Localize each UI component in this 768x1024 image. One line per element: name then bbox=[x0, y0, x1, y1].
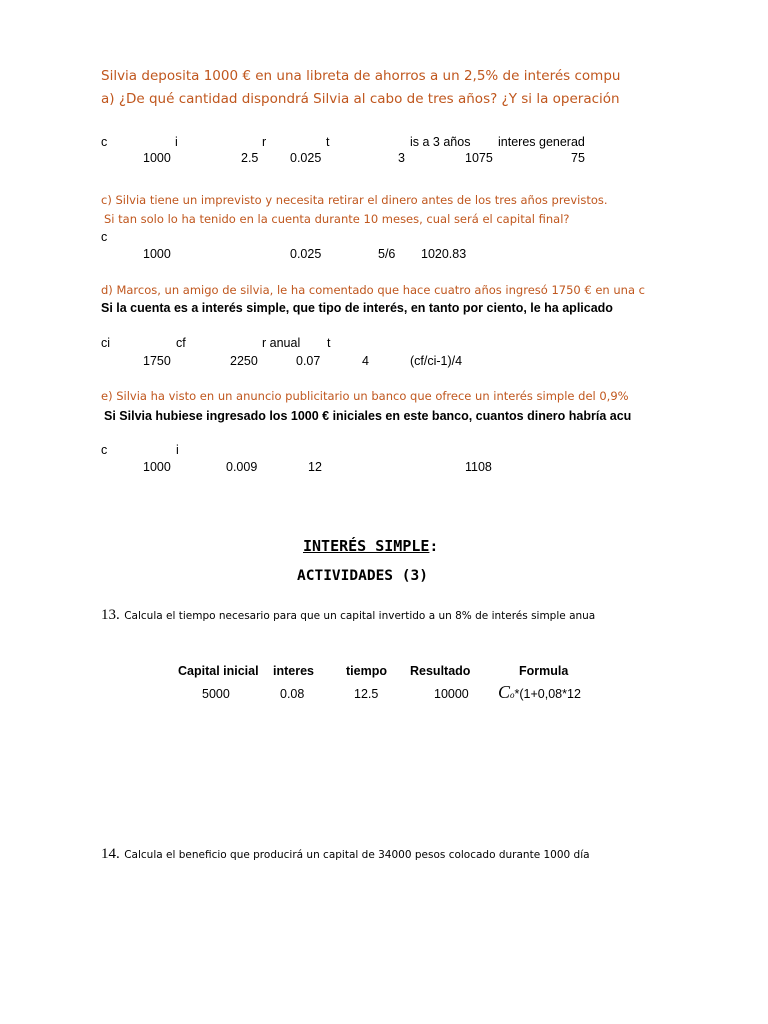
header-i: i bbox=[176, 443, 179, 457]
value-c: 1000 bbox=[143, 247, 171, 261]
header-capital-inicial: Capital inicial bbox=[178, 664, 259, 678]
question-e-line: e) Silvia ha visto en un anuncio publicitario un banco que ofrece un interés simple del 0,9% bbox=[101, 389, 629, 403]
header-i: i bbox=[175, 135, 178, 149]
value-interes: 75 bbox=[571, 151, 585, 165]
problem-intro-line: Silvia deposita 1000 € en una libreta de ahorros a un 2,5% de interés compu bbox=[101, 68, 621, 84]
value-r-anual: 0.07 bbox=[296, 354, 321, 368]
value-capital-inicial: 5000 bbox=[202, 687, 230, 701]
section-title-text: INTERÉS SIMPLE bbox=[303, 537, 430, 555]
header-c: c bbox=[101, 135, 108, 149]
value-is: 1075 bbox=[465, 151, 493, 165]
question-13-text: Calcula el tiempo necesario para que un capital invertido a un 8% de interés simple anua bbox=[124, 610, 596, 622]
value-cf: 2250 bbox=[230, 354, 258, 368]
value-t: 12 bbox=[308, 460, 322, 474]
value-capital-final: 1020.83 bbox=[421, 247, 467, 261]
section-title-colon: : bbox=[429, 539, 439, 555]
value-formula bbox=[498, 682, 581, 703]
question-d-line-2: Si la cuenta es a interés simple, que tipo de interés, en tanto por ciento, le ha aplicado bbox=[101, 301, 613, 315]
value-tiempo: 12.5 bbox=[354, 687, 379, 701]
question-e-line-2: Si Silvia hubiese ingresado los 1000 € iniciales en este banco, cuantos dinero habría acu bbox=[104, 409, 632, 423]
header-t: t bbox=[326, 135, 330, 149]
value-r: 0.025 bbox=[290, 151, 322, 165]
question-13 bbox=[101, 606, 595, 624]
question-d-line: d) Marcos, un amigo de silvia, le ha comentado que hace cuatro años ingresó 1750 € en una c bbox=[101, 283, 645, 297]
question-c-line-2: Si tan solo lo ha tenido en la cuenta durante 10 meses, cual será el capital final? bbox=[104, 212, 570, 226]
value-i: 2.5 bbox=[241, 151, 259, 165]
header-resultado: Resultado bbox=[410, 664, 471, 678]
value-ci: 1750 bbox=[143, 354, 171, 368]
header-t: t bbox=[327, 336, 331, 350]
header-ci: ci bbox=[101, 336, 111, 350]
formula-subscript: o bbox=[510, 690, 515, 700]
question-14 bbox=[101, 845, 590, 863]
question-14-number: 14. bbox=[101, 846, 120, 862]
header-r-anual: r anual bbox=[262, 336, 301, 350]
section-subtitle: ACTIVIDADES (3) bbox=[297, 568, 428, 584]
value-t: 5/6 bbox=[378, 247, 396, 261]
value-formula: (cf/ci-1)/4 bbox=[410, 354, 463, 368]
section-title bbox=[303, 537, 438, 556]
question-c-line: c) Silvia tiene un imprevisto y necesita retirar el dinero antes de los tres años previstos. bbox=[101, 193, 608, 207]
value-i: 0.009 bbox=[226, 460, 258, 474]
question-a-line: a) ¿De qué cantidad dispondrá Silvia al cabo de tres años? ¿Y si la operación bbox=[101, 91, 620, 107]
header-c: c bbox=[101, 443, 108, 457]
question-14-text: Calcula el beneficio que producirá un capital de 34000 pesos colocado durante 1000 día bbox=[124, 849, 590, 861]
value-c: 1000 bbox=[143, 460, 171, 474]
header-interes: interes bbox=[273, 664, 314, 678]
header-c: c bbox=[101, 230, 108, 244]
value-r: 0.025 bbox=[290, 247, 322, 261]
value-c: 1000 bbox=[143, 151, 171, 165]
header-formula: Formula bbox=[519, 664, 569, 678]
question-13-number: 13. bbox=[101, 607, 120, 623]
header-interes-generado: interes generad bbox=[498, 135, 585, 149]
header-is-3: is a 3 años bbox=[410, 135, 471, 149]
formula-rest: *(1+0,08*12 bbox=[514, 687, 581, 701]
value-resultado: 10000 bbox=[434, 687, 469, 701]
value-result: 1108 bbox=[465, 460, 492, 474]
header-tiempo: tiempo bbox=[346, 664, 387, 678]
formula-c: C bbox=[498, 682, 511, 702]
value-interes: 0.08 bbox=[280, 687, 305, 701]
value-t: 4 bbox=[362, 354, 369, 368]
header-cf: cf bbox=[176, 336, 186, 350]
header-r: r bbox=[262, 135, 267, 149]
value-t: 3 bbox=[398, 151, 405, 165]
